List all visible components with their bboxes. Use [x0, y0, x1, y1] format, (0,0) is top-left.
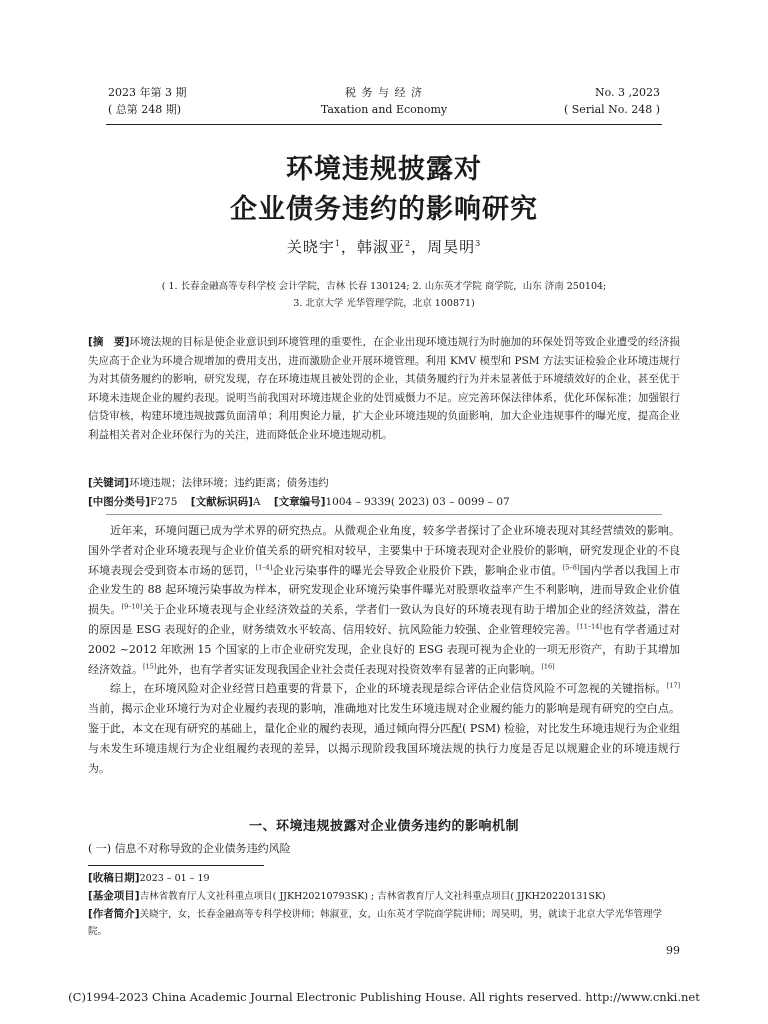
keywords — [88, 474, 688, 492]
paper-title-line2: 企业债务违约的影响研究 — [230, 194, 538, 225]
affiliations — [0, 278, 768, 312]
author-bio-value: 关晓宇，女，长春金融高等专科学校讲师；韩淑亚，女，山东英才学院商学院讲师；周昊明，男，就读于北京大学光华管理学院。 — [88, 909, 663, 937]
text-run: 此外，也有学者实证发现我国企业社会责任表现对投资效率有显著的正向影响。 — [156, 662, 542, 676]
page-number: 99 — [666, 944, 680, 957]
received-label: [收稿日期] — [88, 872, 140, 884]
journal-name-cn: 税 务 与 经 济 — [345, 86, 423, 99]
copyright-notice: (C)1994-2023 China Academic Journal Electronic Publishing House. All rights reserved. http://www.cnki.net — [68, 990, 700, 1004]
abstract-label: [摘 要] — [88, 336, 130, 348]
body-paragraph — [88, 521, 680, 679]
journal-name-en: Taxation and Economy — [320, 103, 448, 116]
author-list: 关晓宇$^1$，韩淑亚$^2$，周昊明$^3$ — [286, 238, 482, 256]
footnote-rule — [88, 865, 264, 866]
author-bio-label: [作者简介] — [88, 908, 140, 920]
fund-value: 吉林省教育厅人文社科重点项目( JJKH20210793SK) ; 吉林省教育厅人文社科重点项目( JJKH20220131SK) — [139, 891, 606, 902]
keywords-label: [关键词] — [88, 477, 130, 489]
footnote-author — [88, 906, 680, 940]
citation-ref[interactable]: [1–4] — [255, 562, 273, 571]
section-heading: 一、环境违规披露对企业债务违约的影响机制 — [248, 819, 519, 834]
text-run: 关于企业环境表现与企业经济效益的关系，学者们一致认为良好的环境表现有助于增加企业的经济效益，潜在的原因是 ESG 表现好的企业，财务绩效水平较高、信用较好、抗风险能力较强、企业管理较完善。 — [88, 603, 681, 636]
text-run: 企业污染事件的曝光会导致企业股价下跌，影响企业市值。 — [272, 563, 563, 577]
paper-title-line1: 环境违规披露对 — [286, 154, 482, 185]
text-run: 近年来，环境问题已成为学术界的研究热点。从微观企业角度，较多学者探讨了企业环境表现对其经营绩效的影响。国外学者对企业环境表现与企业价值关系的研究相对较早，主要集中于环境表现对企业股价的影响，研究发现企业的不良环境表现会受到资本市场的惩罚， — [88, 524, 680, 577]
author-name: 周昊明 — [427, 238, 476, 256]
abstract-separator — [106, 514, 662, 515]
citation-ref[interactable]: [9–10] — [121, 602, 143, 611]
received-value: 2023 – 01 – 19 — [139, 873, 210, 884]
serial-number-en: ( Serial No. 248 ) — [563, 103, 660, 116]
citation-ref[interactable]: [16] — [541, 661, 555, 670]
author-name: 韩淑亚 — [356, 238, 405, 256]
issue-number-en: No. 3 ,2023 — [594, 86, 660, 99]
fund-label: [基金项目] — [88, 890, 140, 902]
text-run: 国内学者以我国上市企业发生的 88 起环境污染事故为样本，研究发现企业环境污染事件曝光对股票收益率产生不利影响，进而导致企业价值损失。 — [88, 563, 681, 617]
article-number-value: 1004 – 9339( 2023) 03 – 0099 – 07 — [325, 496, 510, 508]
doc-code-label: [文献标识码] — [190, 496, 253, 508]
text-run: 综上，在环境风险对企业经营日趋重要的背景下，企业的环境表现是综合评估企业信贷风险不可忽视的关键指标。 — [110, 682, 667, 696]
keywords-text: 环境违规；法律环境；违约距离；债务违约 — [129, 477, 329, 489]
classification-info — [88, 493, 688, 511]
text-run: 也有学者通过对 2002 ~2012 年欧洲 15 个国家的上市企业研究发现，企业良好的 ESG 表现可视为企业的一项无形资产，有助于其增加经济效益。 — [88, 622, 681, 676]
citation-ref[interactable]: [11–14] — [577, 622, 602, 631]
body-paragraph — [88, 679, 680, 778]
clc-value: F275 — [150, 496, 178, 508]
citation-ref[interactable]: [17] — [666, 681, 680, 690]
affiliation-line: 3. 北京大学 光华管理学院，北京 100871) — [293, 298, 475, 309]
doc-code-value: A — [252, 496, 261, 508]
author-affiliation-mark: 1 — [334, 239, 341, 248]
header-rule — [106, 124, 662, 125]
abstract-text: 环境法规的目标是使企业意识到环境管理的重要性，在企业出现环境违规行为时施加的环保处罚等致企业遭受的经济损失应高于企业为环境合规增加的费用支出，进而激励企业开展环境管理。利用 KMV 模型和 PSM 方法实证检验企业环境违规行为对其债务履约的影响，研究发现，存在环境违规且被处罚的企业，其债务履约行为并未显著低于环境绩效好的企业，甚至优于环境未违规企业的履约表现。说明当前我国对环境违规企业的处罚威慑力不足。应完善环保法律体系，优化环保标准；加强银行信贷审核，构建环境违规披露负面清单；利用舆论力量，扩大企业环境违规的负面影响，加大企业违规事件的曝光度，提高企业利益相关者对企业环保行为的关注，进而降低企业环境违规动机。 — [88, 336, 680, 441]
issue-info-en — [564, 84, 660, 118]
citation-ref[interactable]: [5–8] — [562, 562, 580, 571]
subsection-heading: ( 一) 信息不对称导致的企业债务违约风险 — [88, 842, 291, 855]
body-text — [88, 521, 680, 778]
footnote-received — [88, 870, 680, 887]
citation-ref[interactable]: [15] — [143, 661, 157, 670]
footnote-fund — [88, 888, 680, 905]
author-affiliation-mark: 3 — [475, 239, 482, 248]
issue-total: ( 总第 248 期) — [108, 103, 182, 116]
issue-number: 2023 年第 3 期 — [108, 86, 187, 99]
author-affiliation-mark: 2 — [404, 239, 412, 248]
abstract — [88, 333, 680, 444]
article-number-label: [文章编号] — [273, 496, 326, 508]
text-run: 当前，揭示企业环境行为对企业履约表现的影响，准确地对比发生环境违规对企业履约能力的影响是现有研究的空白点。鉴于此，本文在现有研究的基础上，量化企业的履约表现，通过倾向得分匹配( PSM) 检验，对比发生环境违规行为企业组与未发生环境违规行为企业组履约表现的差异，以揭示现阶段我国环境法规的执行力度是否足以规避企业的环境违规行为。 — [88, 702, 680, 775]
affiliation-line: ( 1. 长春金融高等专科学校 会计学院，吉林 长春 130124; 2. 山东英才学院 商学院，山东 济南 250104; — [161, 281, 607, 292]
clc-label: [中图分类号] — [88, 496, 151, 508]
author-name: 关晓宇 — [286, 238, 335, 256]
